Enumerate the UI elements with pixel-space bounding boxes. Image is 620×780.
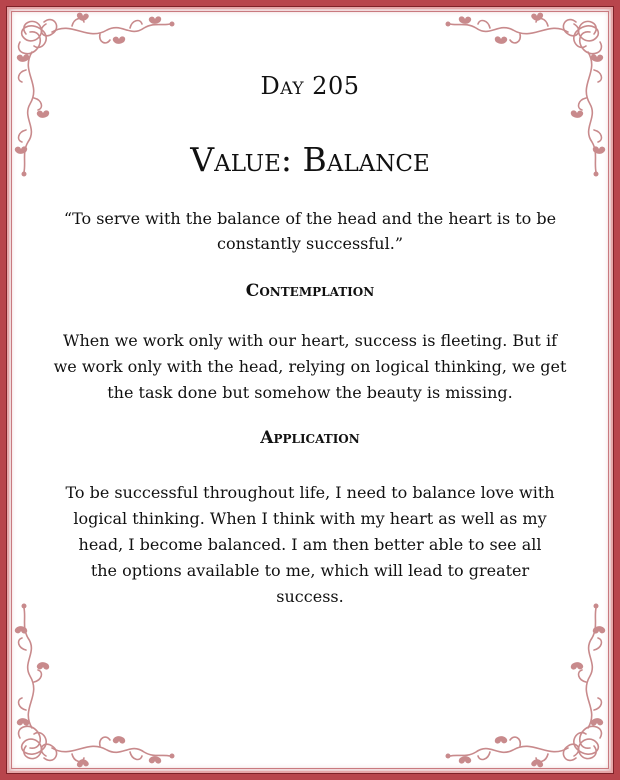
value-title: Value: Balance — [190, 140, 430, 179]
quote-text: “To serve with the balance of the head and the heart is to be constantly successful.” — [63, 209, 557, 253]
application-body: To be successful throughout life, I need to balance love with logical thinking. When I think with my heart as well as my head, I become balanced. I am then better able to see all the options available to me, which will lead to greater success. — [65, 483, 555, 606]
application-heading: Application — [260, 428, 360, 448]
contemplation-body: When we work only with our heart, success is fleeting. But if we work only with the head, relying on logical thinking, we get the task done but somehow the beauty is missing. — [53, 331, 567, 402]
contemplation-heading: Contemplation — [245, 281, 375, 301]
floral-corner-ornament-icon — [418, 593, 608, 768]
day-label: Day 205 — [260, 72, 360, 100]
floral-corner-ornament-icon — [12, 593, 202, 768]
